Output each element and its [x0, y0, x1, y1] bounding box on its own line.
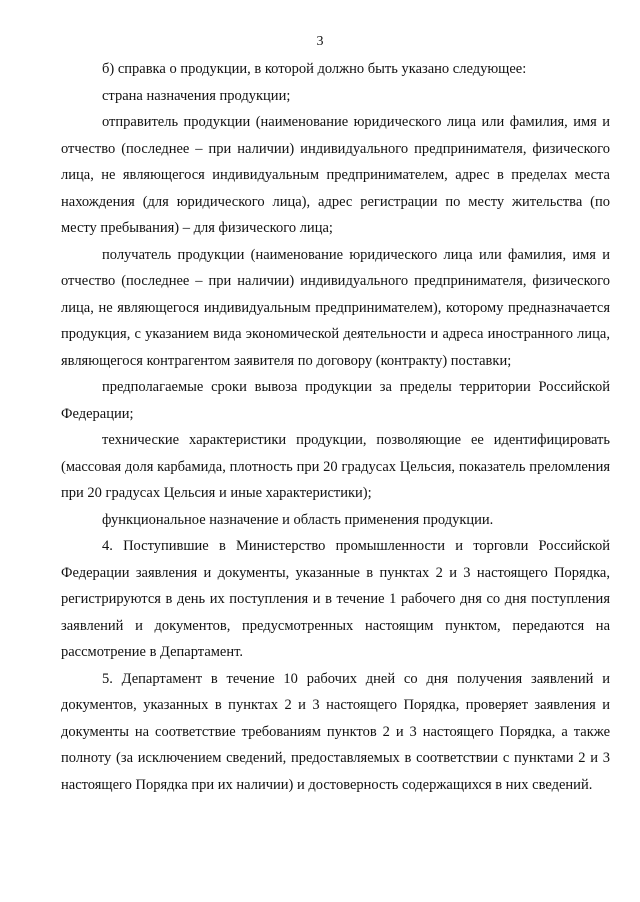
paragraph-sender: отправитель продукции (наименование юридического лица или фамилия, имя и отчество (последнее – при наличии) индивидуального предпринимателя, физического лица, не являющегося индивидуальным предпринимателем, адрес в пределах места нахождения (для юридического лица), адрес регистрации по месту жительства (по месту пребывания) – для физического лица; [61, 114, 610, 236]
paragraph-subitem-b: б) справка о продукции, в которой должно быть указано следующее: [102, 61, 527, 77]
document-body [61, 56, 610, 798]
paragraph-destination-country: страна назначения продукции; [102, 87, 291, 104]
paragraph-functional-purpose: функциональное назначение и область применения продукции. [102, 511, 494, 528]
page-number: 3 [316, 34, 324, 49]
paragraph-recipient: получатель продукции (наименование юридического лица или фамилия, имя и отчество (последнее – при наличии) индивидуального предпринимателя, физического лица, не являющегося индивидуальным предпринимателем), которому предназначается продукция, с указанием вида экономической деятельности и адреса иностранного лица, являющегося контрагентом заявителя по договору (контракту) поставки; [61, 246, 610, 369]
paragraph-export-dates: предполагаемые сроки вывоза продукции за пределы территории Российской Федерации; [61, 379, 610, 422]
paragraph-technical-characteristics: технические характеристики продукции, позволяющие ее идентифицировать (массовая доля карбамида, плотность при 20 градусах Цельсия, показатель преломления при 20 градусах Цельсия и иные характеристики); [61, 432, 610, 501]
paragraph-item-5: 5. Департамент в течение 10 рабочих дней со дня получения заявлений и документов, указанных в пунктах 2 и 3 настоящего Порядка, проверяет заявления и документы на соответствие требованиям пунктов 2 и 3 настоящего Порядка, а также полноту (за исключением сведений, предоставляемых в соответствии с пунктами 2 и 3 настоящего Порядка при их наличии) и достоверность содержащихся в них сведений. [61, 670, 610, 793]
paragraph-item-4: 4. Поступившие в Министерство промышленности и торговли Российской Федерации заявления и документы, указанные в пунктах 2 и 3 настоящего Порядка, регистрируются в день их поступления и в течение 1 рабочего дня со дня поступления заявлений и документов, предусмотренных настоящим пунктом, передаются на рассмотрение в Департамент. [61, 538, 610, 660]
